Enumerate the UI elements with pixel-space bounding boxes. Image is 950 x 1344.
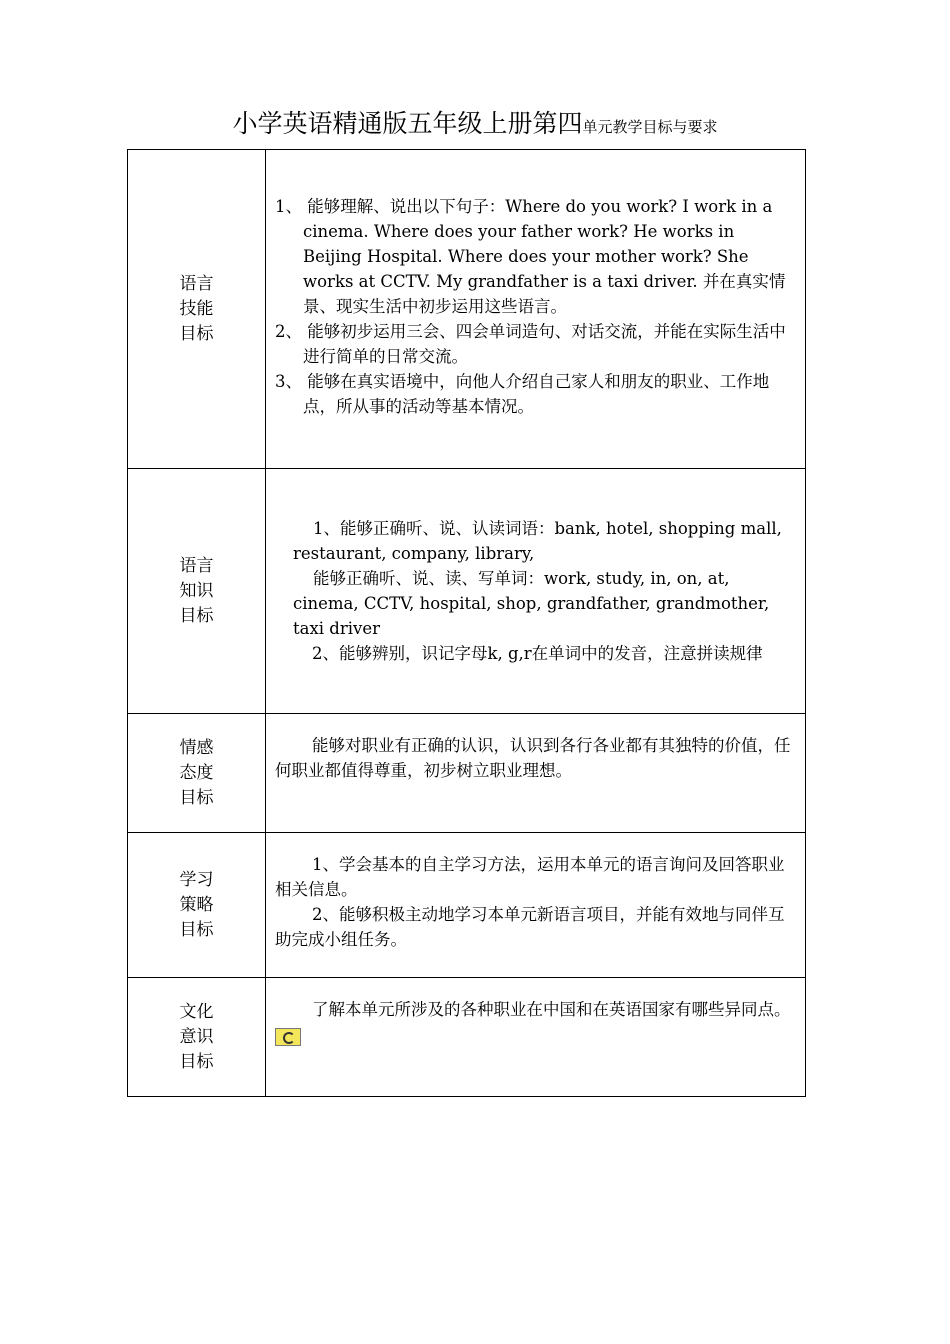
title-main: 小学英语精通版五年级上册第四 — [232, 109, 583, 138]
list-item: 能够对职业有正确的认识，认识到各行各业都有其独特的价值，任何职业都值得尊重，初步树立职业理想。 — [275, 736, 791, 780]
table-row — [128, 469, 806, 714]
category-line: 语言 — [179, 273, 214, 294]
content-cell — [266, 714, 806, 833]
list-item: 能够正确听、说、读、写单词：work, study, in, on, at, cinema, CCTV, hospital, shop, grandfather, grandmother, taxi driver — [293, 569, 770, 638]
category-line: 语言 — [179, 555, 214, 576]
category-line: 知识 — [179, 580, 214, 601]
content-cell — [266, 833, 806, 978]
table-row — [128, 978, 806, 1097]
page-title — [0, 104, 950, 140]
list-item: 2、能够辨别，识记字母k, g,r在单词中的发音，注意拼读规律 — [312, 644, 763, 663]
title-sub: 单元教学目标与要求 — [582, 118, 718, 136]
content-cell — [266, 150, 806, 469]
list-item: 了解本单元所涉及的各种职业在中国和在英语国家有哪些异同点。 — [312, 1000, 791, 1019]
category-cell — [128, 469, 266, 714]
table-row — [128, 833, 806, 978]
category-line: 目标 — [179, 1051, 214, 1072]
table-row — [128, 714, 806, 833]
category-line: 目标 — [179, 919, 214, 940]
content-cell — [266, 978, 806, 1097]
table-row — [128, 150, 806, 469]
category-line: 文化 — [179, 1001, 214, 1022]
list-item: 1、学会基本的自主学习方法，运用本单元的语言询问及回答职业相关信息。 — [275, 855, 785, 899]
category-line: 学习 — [179, 869, 214, 890]
category-line: 目标 — [179, 323, 214, 344]
category-cell — [128, 150, 266, 469]
category-cell — [128, 978, 266, 1097]
note-icon[interactable] — [275, 1028, 301, 1046]
category-cell — [128, 714, 266, 833]
category-line: 目标 — [179, 605, 214, 626]
category-line: 态度 — [179, 762, 214, 783]
category-line: 目标 — [179, 787, 214, 808]
list-item: 3、 能够在真实语境中，向他人介绍自己家人和朋友的职业、工作地点，所从事的活动等基本情况。 — [275, 372, 770, 416]
list-item: 2、 能够初步运用三会、四会单词造句、对话交流，并能在实际生活中进行简单的日常交流。 — [275, 322, 786, 366]
list-item: 1、能够正确听、说、认读词语：bank, hotel, shopping mall, restaurant, company, library, — [293, 519, 782, 563]
list-item: 1、 能够理解、说出以下句子：Where do you work? I work in a cinema. Where does your father work? He works in Beijing Hospital. Where does your mother work? She works at CCTV. My grandfather is a taxi driver. 并在真实情景、现实生活中初步运用这些语言。 — [275, 197, 786, 316]
category-cell — [128, 833, 266, 978]
category-line: 策略 — [179, 894, 214, 915]
category-line: 意识 — [179, 1026, 214, 1047]
category-line: 技能 — [179, 298, 214, 319]
content-cell — [266, 469, 806, 714]
category-line: 情感 — [179, 737, 214, 758]
list-item: 2、能够积极主动地学习本单元新语言项目，并能有效地与同伴互助完成小组任务。 — [275, 905, 785, 949]
goals-table — [127, 149, 806, 1097]
